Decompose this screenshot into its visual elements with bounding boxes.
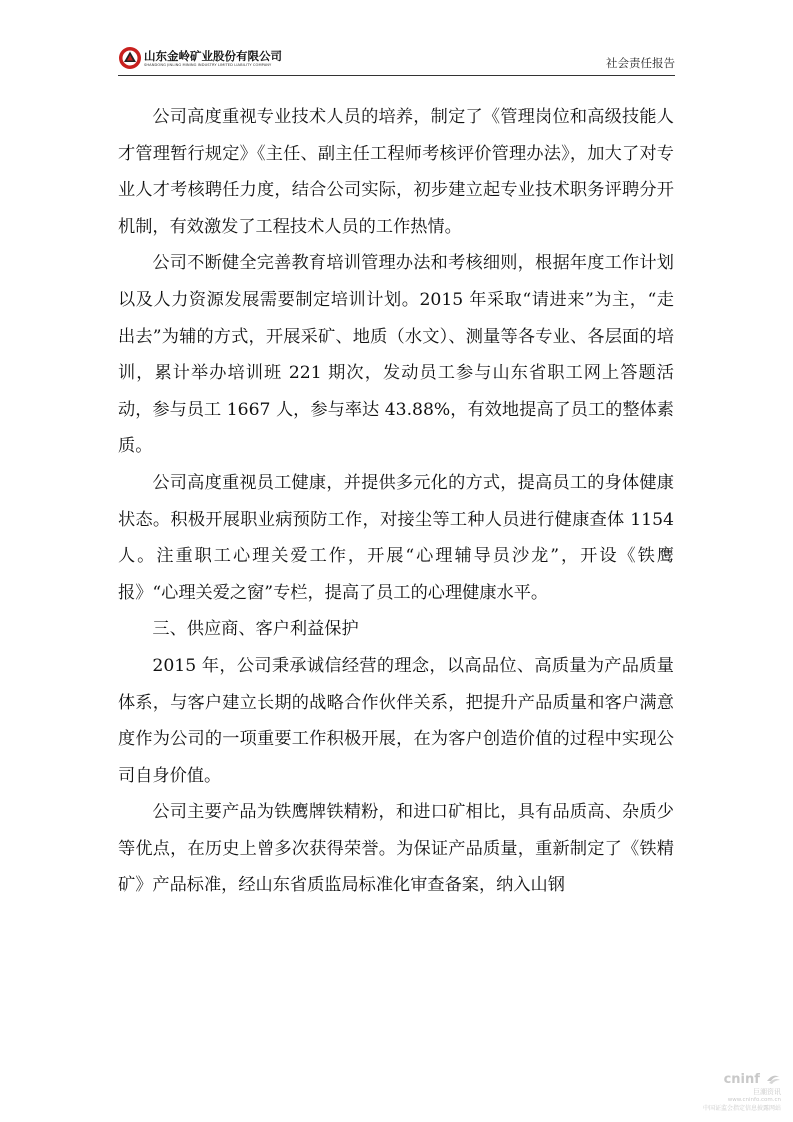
paragraph-main-products: 公司主要产品为铁鹰牌铁精粉，和进口矿相比，具有品质高、杂质少等优点，在历史上曾多次获得荣誉。为保证产品质量，重新制定了《铁精矿》产品标准，经山东省质监局标准化审查备案，纳入山钢 xyxy=(118,802,674,896)
page-header xyxy=(118,46,675,78)
cninf-logo-icon xyxy=(765,1073,781,1085)
paragraph-employee-health: 公司高度重视员工健康，并提供多元化的方式，提高员工的身体健康状态。积极开展职业病预防工作，对接尘等工种人员进行健康查体 1154 人。注重职工心理关爱工作，开展“心理辅导员沙龙”，开设《铁鹰报》“心理关爱之窗”专栏，提高了员工的心理健康水平。 xyxy=(118,472,674,603)
watermark-brand: cninf xyxy=(723,1072,760,1087)
document-body xyxy=(118,99,674,904)
company-name: 山东金岭矿业股份有限公司 xyxy=(144,49,282,63)
watermark-tagline: 中国证监会指定信息披露网站 xyxy=(702,1105,781,1112)
watermark-url: www.cninfo.com.cn xyxy=(727,1097,781,1103)
section-heading: 三、供应商、客户利益保护 xyxy=(152,619,359,640)
paragraph-education-training: 公司不断健全完善教育培训管理办法和考核细则，根据年度工作计划以及人力资源发展需要制定培训计划。2015 年采取“请进来”为主，“走出去”为辅的方式，开展采矿、地质（水文）、测量等各专业、各层面的培训，累计举办培训班 221 期次，发动员工参与山东省职工网上答题活动，参与员工 1667 人，参与率达 43.88%，有效地提高了员工的整体素质。 xyxy=(118,253,674,457)
paragraph-integrity-operation: 2015 年，公司秉承诚信经营的理念，以高品位、高质量为产品质量体系，与客户建立长期的战略合作伙伴关系，把提升产品质量和客户满意度作为公司的一项重要工作积极开展，在为客户创造价值的过程中实现公司自身价值。 xyxy=(118,655,674,786)
watermark-brand-cn: 巨潮资讯 xyxy=(753,1088,781,1096)
header-divider xyxy=(118,75,675,76)
company-logo-icon xyxy=(118,46,142,70)
cninf-watermark xyxy=(703,1068,781,1112)
paragraph-talent-training: 公司高度重视专业技术人员的培养，制定了《管理岗位和高级技能人才管理暂行规定》《主任、副主任工程师考核评价管理办法》，加大了对专业人才考核聘任力度，结合公司实际，初步建立起专业技术职务评聘分开机制，有效激发了工程技术人员的工作热情。 xyxy=(118,107,674,237)
report-type-label: 社会责任报告 xyxy=(606,56,675,70)
company-name-english: SHANDONG JINLING MINING INDUSTRY LIMITED LIABILITY COMPANY xyxy=(144,63,272,67)
